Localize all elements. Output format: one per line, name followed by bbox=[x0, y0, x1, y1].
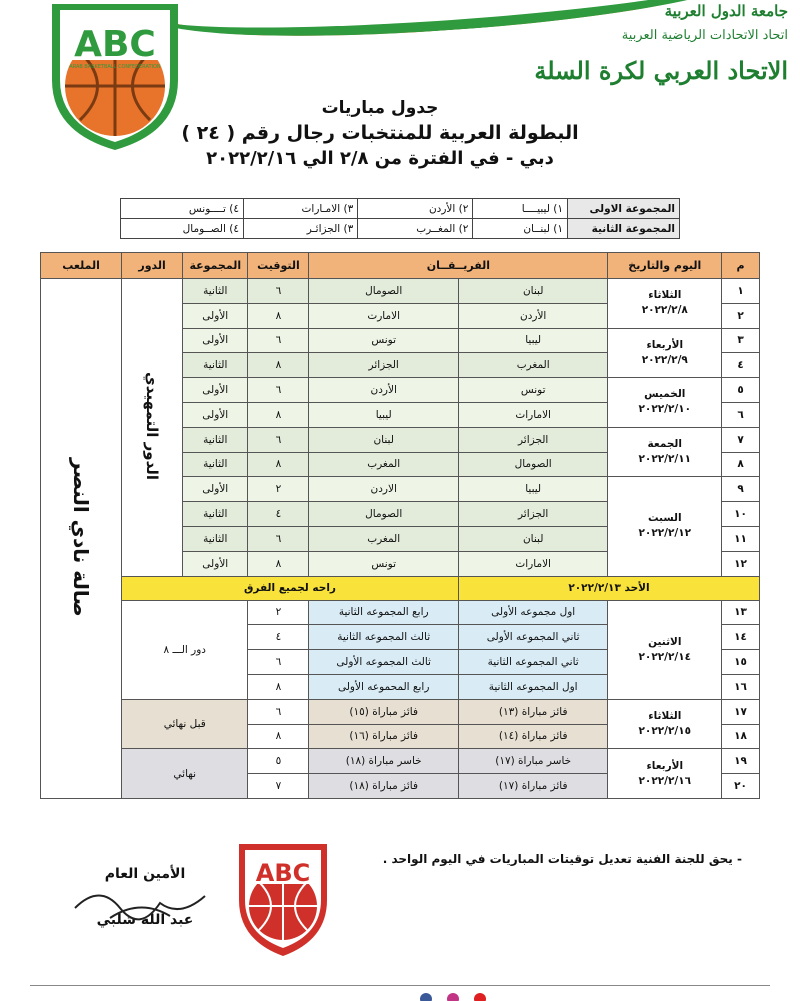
logo-arabic: الاتحاد العربي لكرة السلة bbox=[78, 12, 152, 20]
team-2: خاسر مباراة (١٨) bbox=[309, 749, 458, 774]
footer-social bbox=[420, 990, 496, 1001]
team-2: ليبيا bbox=[309, 402, 458, 427]
stage-final: نهائي bbox=[122, 749, 248, 799]
day-date: ٢٠٢٢/٢/١٥ bbox=[638, 725, 692, 738]
footer-divider bbox=[30, 985, 770, 986]
stamp-text: ABC bbox=[255, 859, 311, 887]
team-2: الصومال bbox=[309, 502, 458, 527]
match-time: ٤ bbox=[248, 502, 309, 527]
team-1: فائز مباراة (١٧) bbox=[458, 774, 607, 799]
header-venue: الملعب bbox=[41, 253, 122, 279]
team-1: الامارات bbox=[458, 402, 607, 427]
day-date: ٢٠٢٢/٢/١٢ bbox=[638, 527, 692, 540]
match-time: ٢ bbox=[248, 477, 309, 502]
team-1: الأردن bbox=[458, 303, 607, 328]
facebook-icon[interactable] bbox=[420, 993, 432, 1001]
match-group: الأولى bbox=[183, 378, 248, 403]
header-group: المجموعة bbox=[183, 253, 248, 279]
match-time: ٧ bbox=[248, 774, 309, 799]
team-1: لبنان bbox=[458, 526, 607, 551]
day-date: ٢٠٢٢/٢/٨ bbox=[641, 304, 688, 317]
match-group: الأولى bbox=[183, 551, 248, 576]
day-cell bbox=[608, 699, 722, 749]
team-2: فائز مباراة (١٨) bbox=[309, 774, 458, 799]
titles bbox=[160, 98, 600, 174]
match-group: الثانية bbox=[183, 502, 248, 527]
group-team: ٤) تــــونس bbox=[121, 199, 244, 219]
group-row bbox=[121, 219, 680, 239]
match-time: ٦ bbox=[248, 328, 309, 353]
team-1: اول مجموعه الأولى bbox=[458, 600, 607, 625]
match-number: ٨ bbox=[722, 452, 760, 477]
table-row bbox=[41, 279, 760, 304]
footnote: - يحق للجنة الفنية تعديل توقيتات المباريات في اليوم الواحد . bbox=[382, 852, 742, 866]
match-time: ٦ bbox=[248, 279, 309, 304]
instagram-icon[interactable] bbox=[447, 993, 459, 1001]
team-2: الامارت bbox=[309, 303, 458, 328]
group-team: ١) ليبيــــا bbox=[473, 199, 568, 219]
team-1: اول المجموعه الثانية bbox=[458, 674, 607, 699]
team-2: الجزائر bbox=[309, 353, 458, 378]
rest-day: الأحد ٢٠٢٢/٢/١٣ bbox=[458, 576, 759, 600]
org-line-2: اتحاد الاتحادات الرياضية العربية bbox=[621, 28, 788, 43]
team-1: فائز مباراة (١٣) bbox=[458, 699, 607, 724]
match-time: ٦ bbox=[248, 427, 309, 452]
org-line-3: الاتحاد العربي لكرة السلة bbox=[534, 56, 788, 85]
day-cell bbox=[608, 279, 722, 329]
day-cell bbox=[608, 328, 722, 378]
team-1: ليبيا bbox=[458, 328, 607, 353]
team-2: فائز مباراة (١٥) bbox=[309, 699, 458, 724]
match-number: ٢ bbox=[722, 303, 760, 328]
match-time: ٨ bbox=[248, 353, 309, 378]
team-1: ثاني المجموعه الأولى bbox=[458, 625, 607, 650]
match-time: ٥ bbox=[248, 749, 309, 774]
day-name: السبت bbox=[647, 512, 682, 525]
match-group: الأولى bbox=[183, 303, 248, 328]
match-number: ١٣ bbox=[722, 600, 760, 625]
rest-text: راحه لجميع الفرق bbox=[122, 576, 459, 600]
day-name: الجمعة bbox=[647, 438, 682, 451]
match-number: ١ bbox=[722, 279, 760, 304]
table-row bbox=[41, 699, 760, 724]
day-date: ٢٠٢٢/٢/٩ bbox=[641, 353, 688, 366]
match-number: ٧ bbox=[722, 427, 760, 452]
title-line-1: جدول مباريات bbox=[321, 98, 439, 118]
venue-cell bbox=[41, 279, 122, 799]
title-line-3: دبي - في الفترة من ٢/٨ الي ٢٠٢٢/٢/١٦ bbox=[206, 148, 554, 169]
group-team: ٣) الامـارات bbox=[243, 199, 357, 219]
day-date: ٢٠٢٢/٢/١١ bbox=[638, 453, 692, 466]
team-1: ثاني المجموعه الثانية bbox=[458, 650, 607, 675]
match-time: ٨ bbox=[248, 452, 309, 477]
team-1: تونس bbox=[458, 378, 607, 403]
day-cell bbox=[608, 477, 722, 576]
team-2: رابع المحموعه الأولى bbox=[309, 674, 458, 699]
title-line-2: البطولة العربية للمنتخبات رجال رقم ( ٢٤ ) bbox=[181, 122, 579, 144]
match-time: ٨ bbox=[248, 551, 309, 576]
day-cell bbox=[608, 378, 722, 428]
match-time: ٦ bbox=[248, 526, 309, 551]
match-time: ٨ bbox=[248, 724, 309, 749]
header-num: م bbox=[722, 253, 760, 279]
team-2: ثالث المجموعه الأولى bbox=[309, 650, 458, 675]
match-group: الأولى bbox=[183, 402, 248, 427]
day-date: ٢٠٢٢/٢/١٤ bbox=[638, 650, 692, 663]
signature-name: عبد الله شلبي bbox=[96, 912, 194, 928]
match-group: الأولى bbox=[183, 477, 248, 502]
match-number: ١٠ bbox=[722, 502, 760, 527]
team-1: المغرب bbox=[458, 353, 607, 378]
group-name: المجموعة الثانية bbox=[568, 219, 680, 239]
header-green-stripe bbox=[148, 0, 751, 51]
team-1: لبنان bbox=[458, 279, 607, 304]
match-number: ١٧ bbox=[722, 699, 760, 724]
day-name: الخميس bbox=[644, 388, 686, 401]
match-number: ٩ bbox=[722, 477, 760, 502]
team-1: الصومال bbox=[458, 452, 607, 477]
group-team: ٤) الصــومال bbox=[121, 219, 244, 239]
match-time: ٨ bbox=[248, 303, 309, 328]
day-name: الثلاثاء bbox=[648, 710, 682, 723]
table-row bbox=[41, 600, 760, 625]
day-name: الأربعاء bbox=[646, 338, 684, 351]
match-time: ٨ bbox=[248, 674, 309, 699]
match-time: ٢ bbox=[248, 600, 309, 625]
group-team: ٢) المغــرب bbox=[358, 219, 473, 239]
group-team: ٢) الأردن bbox=[358, 199, 473, 219]
match-time: ٦ bbox=[248, 650, 309, 675]
day-cell bbox=[608, 427, 722, 477]
team-2: الأردن bbox=[309, 378, 458, 403]
match-group: الثانية bbox=[183, 353, 248, 378]
day-name: الأربعاء bbox=[646, 759, 684, 772]
team-2: رابع المجموعه الثانية bbox=[309, 600, 458, 625]
match-group: الثانية bbox=[183, 452, 248, 477]
group-team: ٣) الجزائـر bbox=[243, 219, 357, 239]
match-number: ١٤ bbox=[722, 625, 760, 650]
match-time: ٦ bbox=[248, 699, 309, 724]
stage-quarter: دور الـــ ٨ bbox=[122, 600, 248, 699]
rest-row bbox=[41, 576, 760, 600]
match-time: ٦ bbox=[248, 378, 309, 403]
youtube-icon[interactable] bbox=[474, 993, 486, 1001]
schedule-table bbox=[40, 252, 760, 799]
table-row bbox=[41, 749, 760, 774]
footnote-text: يحق للجنة الفنية تعديل توقيتات المباريات في اليوم الواحد . bbox=[382, 852, 733, 866]
team-1: الجزائر bbox=[458, 502, 607, 527]
match-number: ١٢ bbox=[722, 551, 760, 576]
team-2: ثالث المجموعه الثانية bbox=[309, 625, 458, 650]
header-stage: الدور bbox=[122, 253, 183, 279]
team-2: المغرب bbox=[309, 452, 458, 477]
match-number: ٢٠ bbox=[722, 774, 760, 799]
match-number: ٦ bbox=[722, 402, 760, 427]
team-2: الاردن bbox=[309, 477, 458, 502]
match-number: ١١ bbox=[722, 526, 760, 551]
day-date: ٢٠٢٢/٢/١٦ bbox=[638, 774, 692, 787]
team-1: ليبيا bbox=[458, 477, 607, 502]
stage-prelim-label: الدور التمهيدي bbox=[143, 371, 162, 480]
group-name: المجموعة الاولى bbox=[568, 199, 680, 219]
team-2: تونس bbox=[309, 551, 458, 576]
match-number: ١٨ bbox=[722, 724, 760, 749]
match-number: ٥ bbox=[722, 378, 760, 403]
groups-table bbox=[120, 198, 680, 239]
venue-label: صالة نادي النصر bbox=[69, 457, 94, 617]
group-team: ١) لبنــان bbox=[473, 219, 568, 239]
signature-scribble-icon bbox=[70, 878, 210, 928]
match-number: ١٦ bbox=[722, 674, 760, 699]
team-2: فائز مباراة (١٦) bbox=[309, 724, 458, 749]
match-number: ١٩ bbox=[722, 749, 760, 774]
team-1: فائز مباراة (١٤) bbox=[458, 724, 607, 749]
header-teams: الفريــقــان bbox=[309, 253, 608, 279]
day-cell bbox=[608, 749, 722, 799]
team-1: الامارات bbox=[458, 551, 607, 576]
team-2: لبنان bbox=[309, 427, 458, 452]
match-number: ٤ bbox=[722, 353, 760, 378]
logo-text: ABC bbox=[74, 24, 156, 65]
day-cell bbox=[608, 600, 722, 699]
stage-prelim bbox=[122, 279, 183, 577]
match-number: ٣ bbox=[722, 328, 760, 353]
match-time: ٤ bbox=[248, 625, 309, 650]
signature-title: الأمين العام bbox=[104, 866, 186, 882]
team-2: المغرب bbox=[309, 526, 458, 551]
team-2: الصومال bbox=[309, 279, 458, 304]
schedule-header-row bbox=[41, 253, 760, 279]
header-day: اليوم والتاريخ bbox=[608, 253, 722, 279]
day-name: الثلاثاء bbox=[648, 289, 682, 302]
team-2: تونس bbox=[309, 328, 458, 353]
team-1: الجزائر bbox=[458, 427, 607, 452]
header-time: التوقيت bbox=[248, 253, 309, 279]
org-line-1: جامعة الدول العربية bbox=[664, 2, 788, 20]
match-group: الثانية bbox=[183, 427, 248, 452]
match-number: ١٥ bbox=[722, 650, 760, 675]
stage-semi: قبل نهائي bbox=[122, 699, 248, 749]
match-time: ٨ bbox=[248, 402, 309, 427]
day-date: ٢٠٢٢/٢/١٠ bbox=[638, 403, 692, 416]
match-group: الثانية bbox=[183, 526, 248, 551]
team-1: خاسر مباراة (١٧) bbox=[458, 749, 607, 774]
group-row bbox=[121, 199, 680, 219]
match-group: الثانية bbox=[183, 279, 248, 304]
match-group: الأولى bbox=[183, 328, 248, 353]
abc-stamp-icon bbox=[233, 840, 333, 958]
logo-subtext: ARAB BASKETBALL CONFEDERATION bbox=[69, 64, 161, 70]
day-name: الاثنين bbox=[648, 635, 682, 648]
